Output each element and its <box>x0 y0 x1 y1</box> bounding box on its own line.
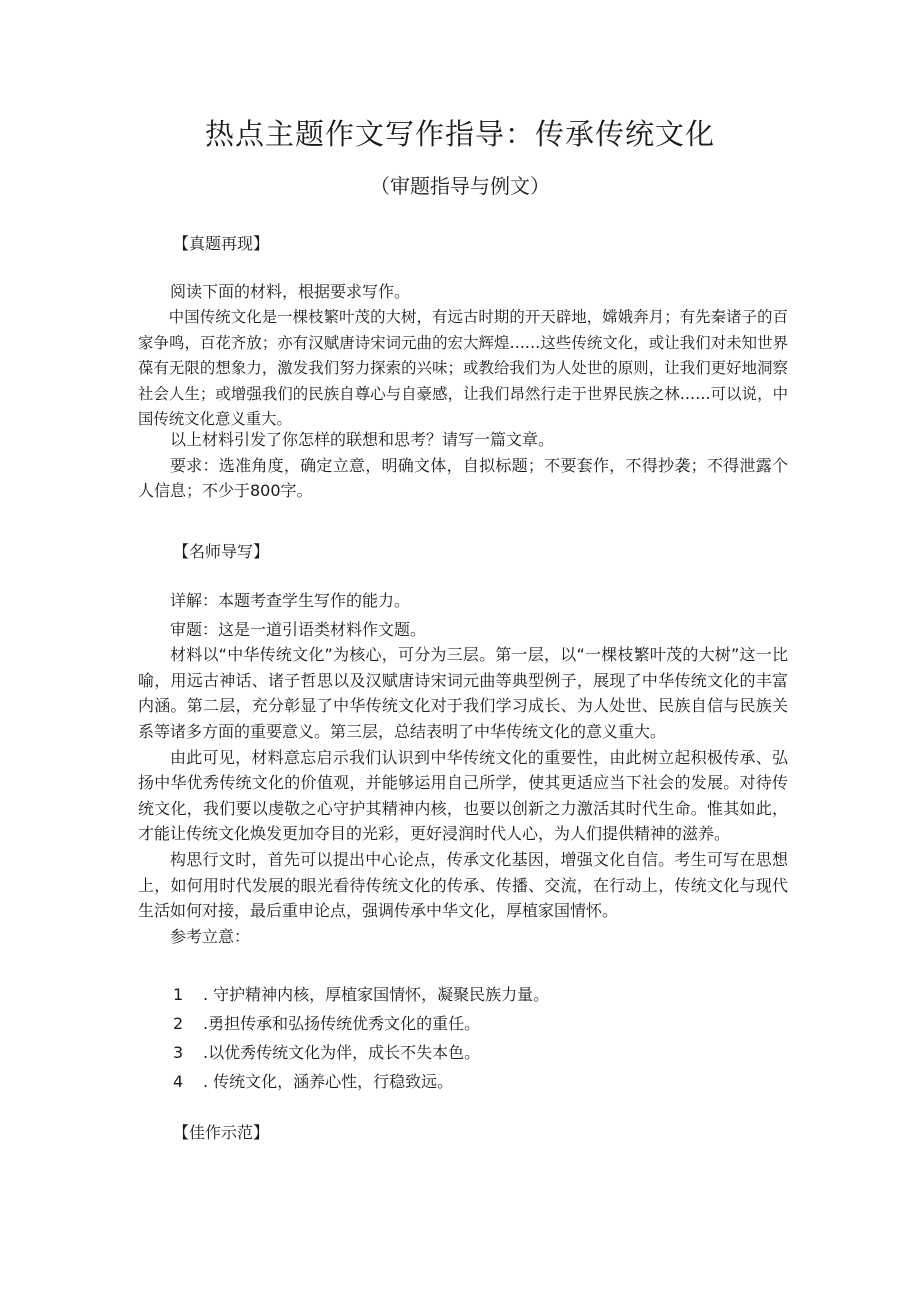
list-item <box>173 1009 783 1038</box>
page-title: 热点主题作文写作指导：传承传统文化 <box>204 117 715 151</box>
list-item <box>173 980 783 1009</box>
list-item-text: . 守护精神内核，厚植家国情怀，凝聚民族力量。 <box>203 985 550 1004</box>
exam-requirement: 要求：选准角度，确定立意，明确文体，自拟标题；不要套作，不得抄袭；不得泄露个人信息；不少于800字。 <box>138 455 788 501</box>
guide-para-1: 材料以“中华传统文化”为核心，可分为三层。第一层，以“一棵枝繁叶茂的大树”这一比喻，用远古神话、诸子哲思以及汉赋唐诗宋词元曲等典型例子，展现了中华传统文化的丰富内涵。第二层，充分彰显了中华传统文化对于我们学习成长、为人处世、民族自信与民族关系等诸多方面的重要意义。第三层，总结表明了中华传统文化的意义重大。 <box>138 645 788 741</box>
guide-para-3: 构思行文时，首先可以提出中心论点，传承文化基因，增强文化自信。考生可写在思想上，如何用时代发展的眼光看待传统文化的传承、传播、交流，在行动上，传统文化与现代生活如何对接，最后重申论点，强调传承中华文化，厚植家国情怀。 <box>138 849 788 921</box>
section-heading-model-essay: 【佳作示范】 <box>173 1123 270 1142</box>
guide-ref-label: 参考立意： <box>170 926 251 946</box>
list-item-number: 3 <box>173 1043 184 1062</box>
guide-detail: 详解：本题考查学生写作的能力。 <box>170 591 411 610</box>
exam-material-block <box>138 305 788 433</box>
list-item <box>173 1038 783 1067</box>
list-item-text: .以优秀传统文化为伴，成长不失本色。 <box>203 1043 481 1062</box>
guide-block <box>138 588 788 949</box>
list-item-number: 2 <box>173 1014 184 1033</box>
exam-question-block <box>138 427 788 504</box>
exam-question: 以上材料引发了你怎样的联想和思考？请写一篇文章。 <box>170 430 555 449</box>
list-item-number: 4 <box>173 1072 184 1091</box>
exam-intro-block <box>138 279 788 305</box>
guide-review: 审题：这是一道引语类材料作文题。 <box>170 619 427 639</box>
exam-intro: 阅读下面的材料，根据要求写作。 <box>170 282 411 301</box>
exam-material: 中国传统文化是一棵枝繁叶茂的大树，有远古时期的开天辟地，嫦娥奔月；有先秦诸子的百家争鸣，百花齐放；亦有汉赋唐诗宋词元曲的宏大辉煌……这些传统文化，或让我们对未知世界葆有无限的想象力，激发我们努力探索的兴味；或教给我们为人处世的原则，让我们更好地洞察社会人生；或增强我们的民族自尊心与自豪感，让我们昂然行走于世界民族之林……可以说，中国传统文化意义重大。 <box>138 308 788 429</box>
list-item-number: 1 <box>173 985 184 1004</box>
list-item-text: .勇担传承和弘扬传统优秀文化的重任。 <box>203 1014 481 1033</box>
section-heading-real-exam: 【真题再现】 <box>173 234 270 253</box>
section-heading-teacher-guide: 【名师导写】 <box>173 542 270 561</box>
guide-para-2: 由此可见，材料意忘启示我们认识到中华传统文化的重要性，由此树立起积极传承、弘扬中华优秀传统文化的价值观，并能够运用自己所学，使其更适应当下社会的发展。对待传统文化，我们要以虔敬之心守护其精神内核，也要以创新之力激活其时代生命。惟其如此，才能让传统文化焕发更加夺目的光彩，更好浸润时代人心，为人们提供精神的滋养。 <box>138 747 788 844</box>
list-item <box>173 1067 783 1096</box>
list-item-text: . 传统文化，涵养心性，行稳致远。 <box>203 1072 454 1091</box>
reference-ideas-list <box>173 980 783 1096</box>
page-subtitle: （审题指导与例文） <box>370 174 550 198</box>
